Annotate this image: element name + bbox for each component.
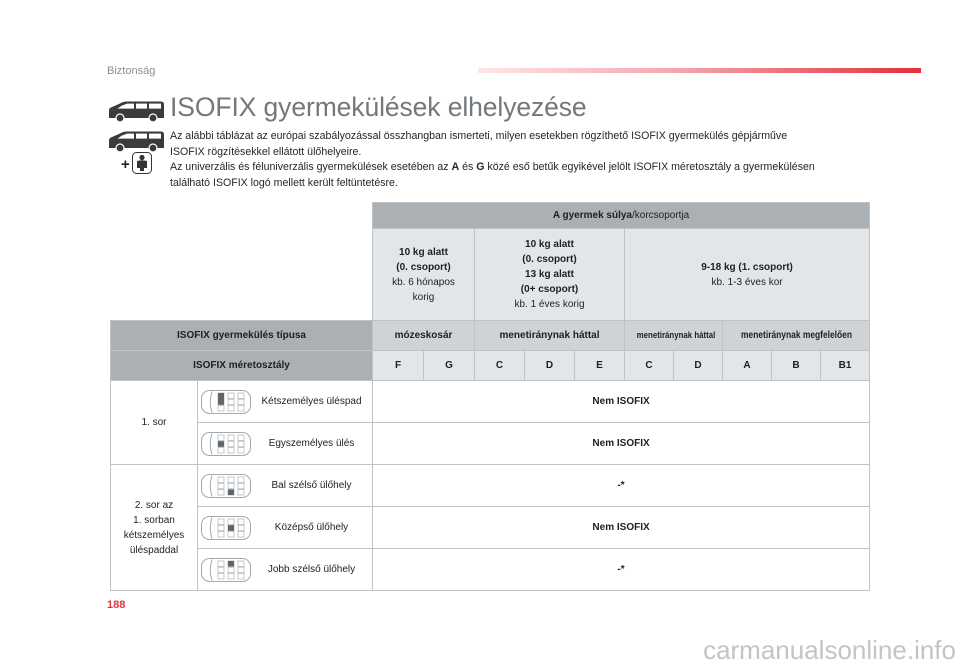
- intro-text: [170, 129, 815, 192]
- size-class: B1: [821, 351, 870, 381]
- seat-position-name: Középső ülőhely: [274, 522, 349, 533]
- weight-group-line: 9-18 kg (1. csoport): [701, 261, 793, 273]
- seat-position: [198, 549, 373, 591]
- intro-bold-letter: A: [451, 161, 460, 174]
- weight-header-rest: /korcsoportja: [631, 210, 690, 221]
- size-class: E: [575, 351, 625, 381]
- seat-position-name: Jobb szélső ülőhely: [267, 564, 356, 575]
- seat-front-single-icon: [201, 432, 251, 456]
- van-icon: [107, 99, 165, 123]
- intro-line: Az alábbi táblázat az európai szabályozással összhangban ismerteti, milyen esetekben rögzíthető ISOFIX gyermekülés gépjárműve: [170, 130, 788, 142]
- seat-position-name: Egyszemélyes ülés: [268, 438, 355, 449]
- weight-group: [373, 229, 475, 321]
- size-class: B: [772, 351, 821, 381]
- weight-group-line: (0. csoport): [522, 254, 577, 265]
- seat-row-label-line: 1. sorban: [133, 514, 175, 526]
- intro-text-part: közé eső betűk egyikével jelölt ISOFIX méretosztály a gyermekülésen: [484, 161, 815, 174]
- size-class: C: [625, 351, 674, 381]
- isofix-value: Nem ISOFIX: [373, 507, 870, 549]
- page-number: 188: [107, 599, 126, 611]
- weight-group-note: korig: [412, 291, 435, 303]
- weight-group-line: 10 kg alatt: [399, 246, 448, 258]
- van-icon: [107, 129, 165, 153]
- isofix-value: Nem ISOFIX: [373, 423, 870, 465]
- seat-position: [198, 507, 373, 549]
- seat-row-label: [111, 465, 198, 591]
- weight-group: [625, 229, 870, 321]
- weight-group-line: 13 kg alatt: [525, 269, 574, 280]
- intro-line: [170, 160, 815, 176]
- isofix-value: -*: [373, 549, 870, 591]
- seat-position-name: Kétszemélyes üléspad: [261, 396, 362, 407]
- watermark: carmanualsonline.info: [703, 635, 956, 665]
- seat-position: [198, 465, 373, 507]
- intro-text-part: Az univerzális és féluniverzális gyermekülések esetében az: [170, 161, 452, 174]
- weight-group-note: kb. 1 éves korig: [514, 299, 585, 310]
- weight-group: [475, 229, 625, 321]
- isofix-child-seat-icon: [132, 152, 152, 174]
- weight-group-line: (0+ csoport): [520, 284, 579, 295]
- weight-group-line: (0. csoport): [396, 261, 451, 273]
- accent-bar: [478, 68, 921, 73]
- table-corner-blank: [111, 203, 373, 321]
- seat-row-label-line: kétszemélyes: [123, 529, 185, 541]
- intro-line: ISOFIX rögzítésekkel ellátott ülőhelyeire.: [170, 145, 362, 158]
- seat-row-label-line: 1. sor: [141, 417, 167, 428]
- size-class: G: [424, 351, 475, 381]
- seat-second-row-left-icon: [201, 474, 251, 498]
- intro-line: található ISOFIX logó mellett került feltüntetésre.: [170, 177, 398, 190]
- seat-type: mózeskosár: [373, 321, 475, 351]
- weight-header: [373, 203, 870, 229]
- isofix-value: Nem ISOFIX: [373, 381, 870, 423]
- seat-second-row-right-icon: [201, 558, 251, 582]
- isofix-table: [110, 202, 870, 591]
- seat-type: menetiránynak háttal: [475, 321, 625, 351]
- weight-header-bold: A gyermek súlya: [552, 210, 632, 221]
- seat-position: [198, 423, 373, 465]
- page-title: ISOFIX gyermekülések elhelyezése: [170, 92, 587, 122]
- size-class: D: [674, 351, 723, 381]
- size-class: D: [525, 351, 575, 381]
- intro-text-part: és: [459, 161, 477, 174]
- size-class: F: [373, 351, 424, 381]
- seat-row-label-line: üléspaddal: [129, 544, 179, 556]
- seat-row-label-line: 2. sor az: [134, 499, 174, 511]
- seat-second-row-middle-icon: [201, 516, 251, 540]
- seat-type-cell: [625, 321, 723, 351]
- intro-bold-letter: G: [476, 161, 485, 174]
- plus-icon: +: [121, 156, 130, 173]
- weight-group-note: kb. 6 hónapos: [392, 276, 455, 288]
- seat-type: menetiránynak háttal: [636, 330, 716, 341]
- section-title: Biztonság: [107, 65, 156, 77]
- seat-type: menetiránynak megfelelően: [740, 330, 852, 341]
- size-class: A: [723, 351, 772, 381]
- seat-position: [198, 381, 373, 423]
- seat-position-name: Bal szélső ülőhely: [271, 480, 352, 491]
- seat-type-label: ISOFIX gyermekülés típusa: [111, 321, 373, 351]
- isofix-value: -*: [373, 465, 870, 507]
- size-class-label: ISOFIX méretosztály: [111, 351, 373, 381]
- seat-front-double-bench-icon: [201, 390, 251, 414]
- size-class: C: [475, 351, 525, 381]
- weight-group-note: kb. 1-3 éves kor: [711, 276, 783, 288]
- weight-group-line: 10 kg alatt: [525, 239, 574, 250]
- seat-row-label: [111, 381, 198, 465]
- seat-type-cell: [723, 321, 870, 351]
